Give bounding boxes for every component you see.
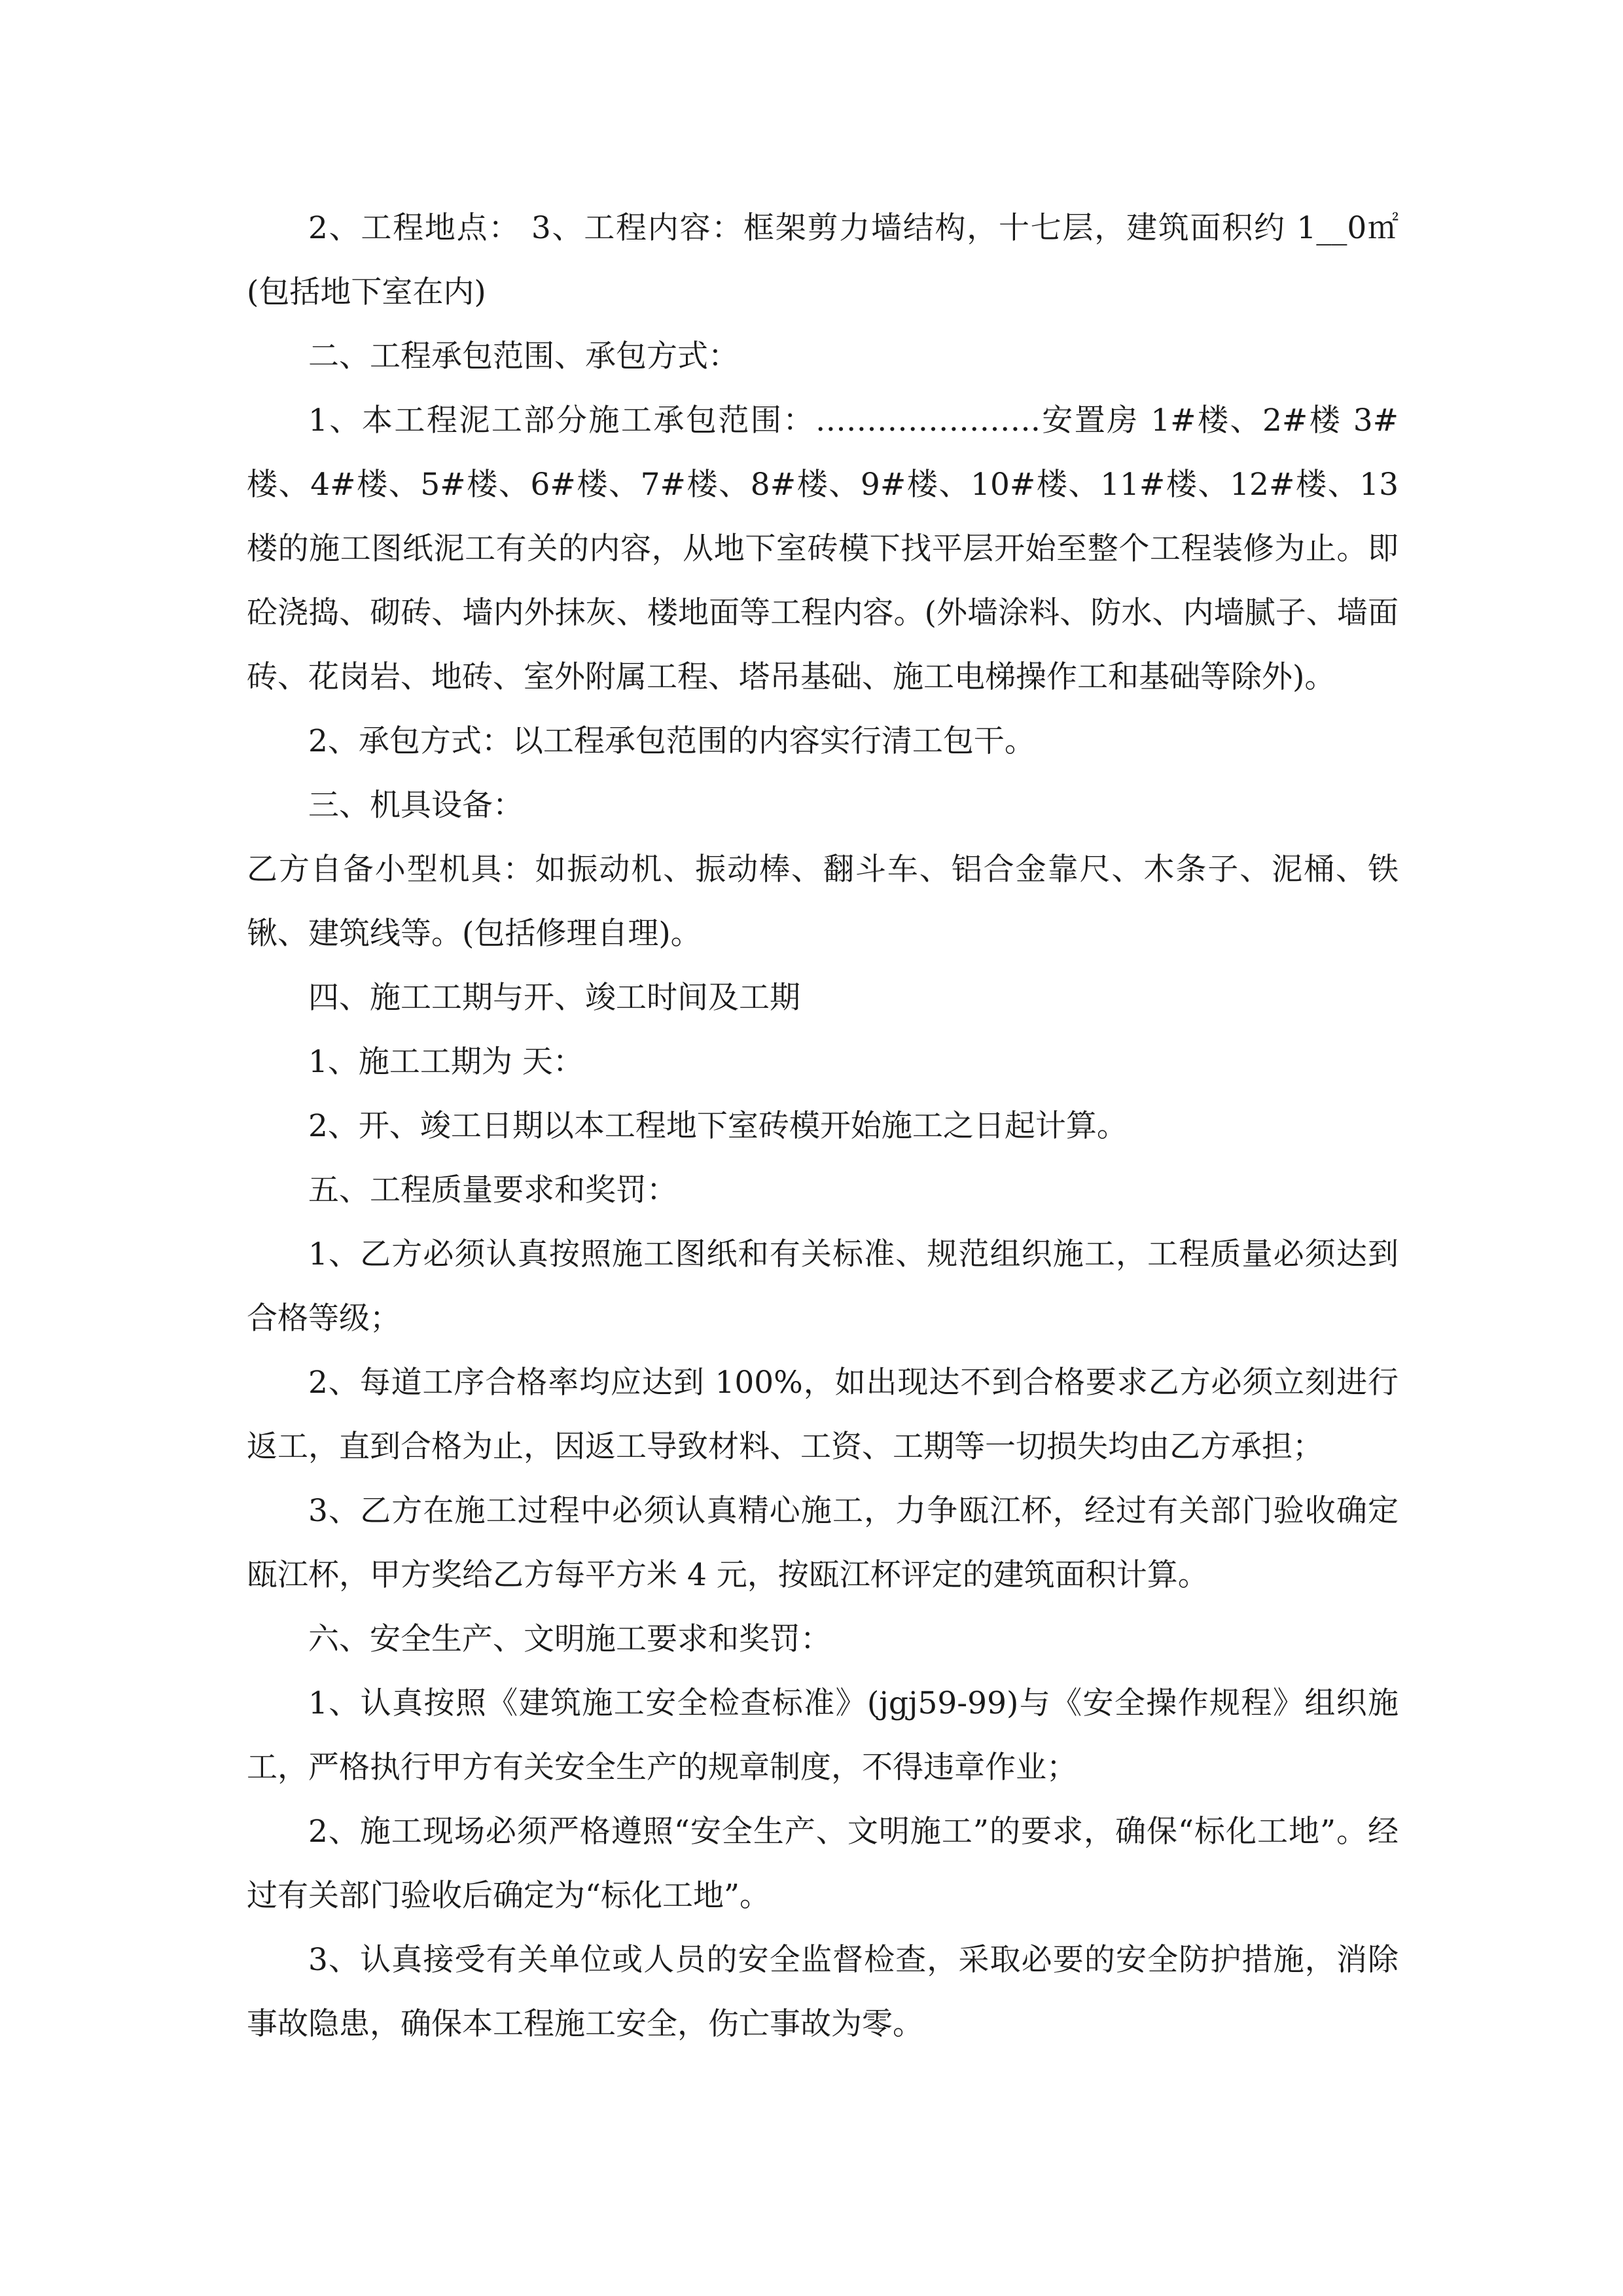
heading-equipment: 三、机具设备： [308, 787, 524, 823]
paragraph-safety-2: 2、施工现场必须严格遵照“安全生产、文明施工”的要求，确保“标化工地”。经过有关部门验收后确定为“标化工地”。 [247, 1814, 1399, 1914]
paragraph-quality-3: 3、乙方在施工过程中必须认真精心施工，力争瓯江杯，经过有关部门验收确定瓯江杯，甲方奖给乙方每平方米 4 元，按瓯江杯评定的建筑面积计算。 [247, 1493, 1399, 1593]
paragraph-schedule-days: 1、施工工期为 天： [308, 1044, 584, 1080]
heading-schedule: 四、施工工期与开、竣工时间及工期 [308, 980, 800, 1016]
heading-scope-and-method: 二、工程承包范围、承包方式： [308, 338, 739, 374]
document-body [247, 196, 1399, 2056]
heading-quality: 五、工程质量要求和奖罚： [308, 1172, 677, 1208]
paragraph-scope: 1、本工程泥工部分施工承包范围：………………….安置房 1#楼、2#楼 3#楼、4#楼、5#楼、6#楼、7#楼、8#楼、9#楼、10#楼、11#楼、12#楼、13 楼的施工图纸泥工有关的内容，从地下室砖模下找平层开始至整个工程装修为止。即砼浇捣、砌砖、墙内外抹灰、楼地面等工程内容。(外墙涂料、防水、内墙腻子、墙面砖、花岗岩、地砖、室外附属工程、塔吊基础、施工电梯操作工和基础等除外)。 [247, 403, 1399, 695]
paragraph-quality-1: 1、乙方必须认真按照施工图纸和有关标准、规范组织施工，工程质量必须达到合格等级； [247, 1236, 1399, 1336]
heading-safety: 六、安全生产、文明施工要求和奖罚： [308, 1621, 831, 1657]
paragraph-quality-2: 2、每道工序合格率均应达到 100%，如出现达不到合格要求乙方必须立刻进行返工，直到合格为止，因返工导致材料、工资、工期等一切损失均由乙方承担； [247, 1365, 1399, 1465]
paragraph-project-location: 2、工程地点： 3、工程内容：框架剪力墙结构，十七层，建筑面积约 1__0㎡(包括地下室在内) [247, 210, 1399, 310]
paragraph-equipment: 乙方自备小型机具：如振动机、振动棒、翻斗车、铝合金靠尺、木条子、泥桶、铁锹、建筑线等。(包括修理自理)。 [247, 852, 1399, 952]
paragraph-safety-3: 3、认真接受有关单位或人员的安全监督检查，采取必要的安全防护措施，消除事故隐患，确保本工程施工安全，伤亡事故为零。 [247, 1942, 1399, 2042]
paragraph-schedule-start: 2、开、竣工日期以本工程地下室砖模开始施工之日起计算。 [308, 1108, 1128, 1144]
paragraph-contract-method: 2、承包方式：以工程承包范围的内容实行清工包干。 [308, 723, 1035, 759]
paragraph-safety-1: 1、认真按照《建筑施工安全检查标准》(jgj59-99)与《安全操作规程》组织施工，严格执行甲方有关安全生产的规章制度，不得违章作业； [247, 1685, 1399, 1785]
